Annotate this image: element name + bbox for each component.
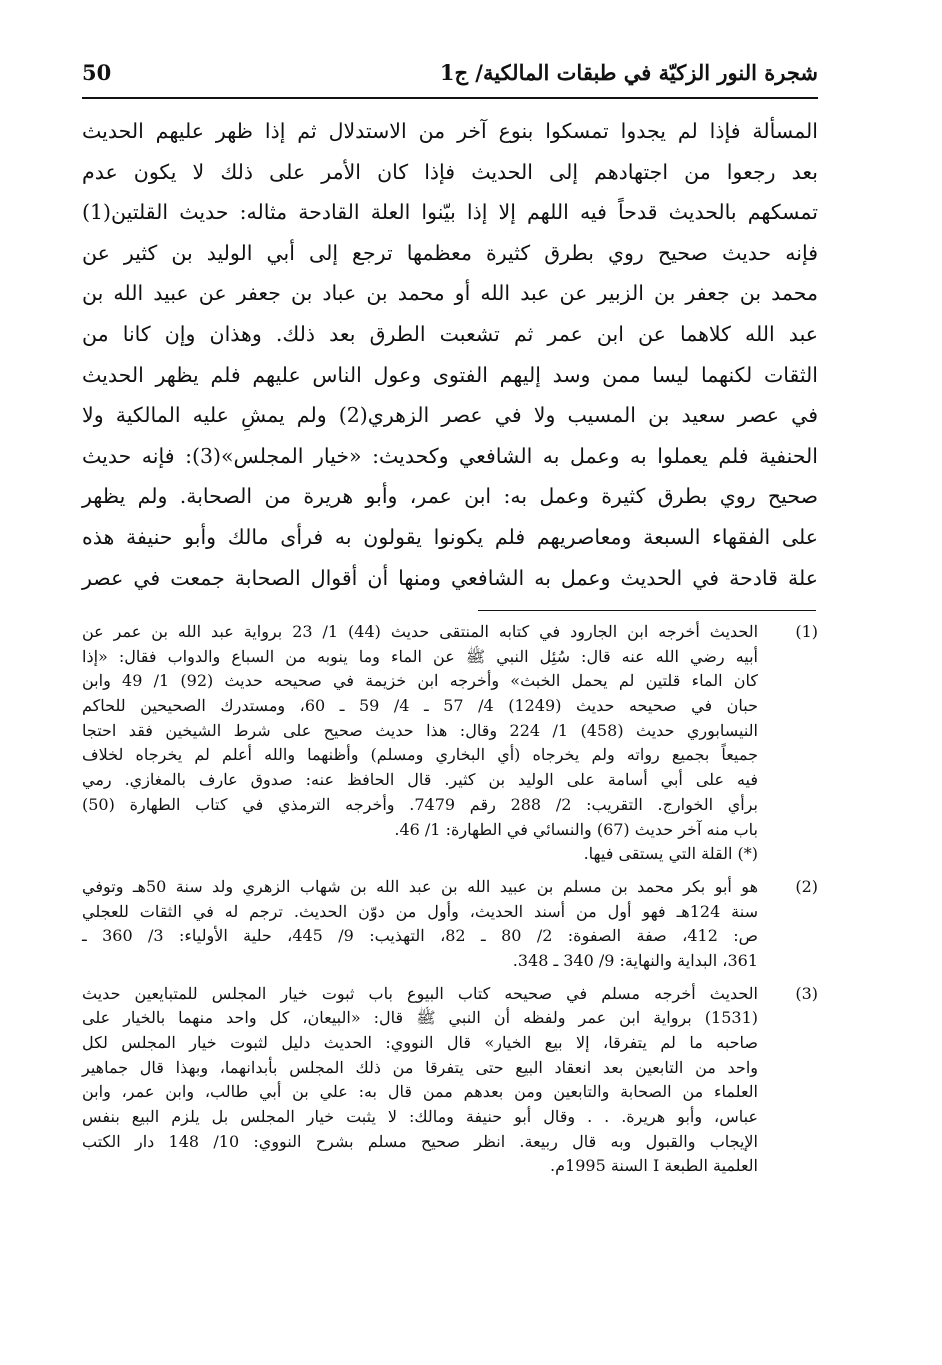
body-line: محمد بن جعفر بن الزبير عن عبد الله أو محمد بن عباد بن جعفر عن عبيد الله بن — [82, 281, 818, 306]
footnote-line: واحد من التابعين بعد انعقاد البيع حتى يتفرقا من ذلك المجلس بأبدانهما، وبهذا قال جماهير — [82, 1057, 758, 1077]
body-line: صحيح روي بطرق كثيرة وعمل به: ابن عمر، وأبو هريرة من الصحابة. ولم يظهر — [82, 484, 818, 509]
footnote-3 — [82, 982, 818, 1180]
footnote-line: صاحبه ما لم يتفرقا، إلا بيع الخيار» قال النووي: الحديث دليل لثبوت خيار المجلس لكل — [82, 1033, 758, 1052]
footnote-line: النيسابوري حديث (458) 1/ 224 وقال: هذا حديث صحيح على شرط الشيخين فقد احتجا — [82, 720, 758, 740]
footnote-line: فيه على أبي أسامة على الوليد بن كثير. قال الحافظ عنه: صدوق عارف بالمغازي. رمي — [82, 770, 758, 790]
footnote-text — [82, 982, 758, 1180]
footnote-line: (1531) برواية ابن عمر ولفظه أن النبي ﷺ قال: «البيعان، كل واحد منهما بالخيار على — [82, 1008, 758, 1028]
footnote-text — [82, 875, 758, 974]
footnote-line: هو أبو بكر محمد بن مسلم بن عبيد الله بن عبد الله بن شهاب الزهري ولد سنة 50هـ وتوفي — [82, 876, 759, 896]
footnote-number: (2) — [795, 876, 818, 896]
footnote-line: ص: 412، صفة الصفوة: 2/ 80 ـ 82، التهذيب: 9/ 445، حلية الأولياء: 3/ 360 ـ — [82, 926, 758, 946]
header-divider — [82, 97, 818, 99]
footnote-line: الحديث أخرجه ابن الجارود في كتابه المنتقى حديث (44) 1/ 23 برواية عبد الله بن عمر عن — [82, 622, 759, 641]
footnote-line: كان الماء قلتين لم يحمل الخبث» وأخرجه ابن خزيمة في صحيحه حديث (92) 1/ 49 وابن — [82, 671, 759, 691]
footnote-line: 361، البداية والنهاية: 9/ 340 ـ 348. — [512, 950, 758, 970]
body-line: في عصر سعيد بن المسيب ولا في عصر الزهري(2) ولم يمشِ عليه المالكية ولا — [82, 403, 818, 428]
body-line: الثقات لكنهما ليسا ممن وسد إليهم الفتوى وعول الناس عليهم فلم يظهر الحديث — [82, 362, 818, 387]
body-line: تمسكهم بالحديث قدحاً فيه اللهم إلا إذا بيّنوا العلة القادحة مثاله: حديث القلتين(1) — [82, 200, 818, 225]
footnote-1 — [82, 620, 818, 867]
footnote-line: باب منه آخر حديث (67) والنسائي في الطهارة: 1/ 46. — [394, 819, 758, 839]
body-line: بعد رجعوا من اجتهادهم إلى الحديث فإذا كان الأمر على ذلك لا يكون عدم — [82, 159, 818, 184]
footnote-line: جميعاً بجميع رواته ولم يخرجاه (أي البخاري ومسلم) وأظنهما والله أعلم لم يخرجاه لخلاف — [82, 745, 758, 765]
body-line: المسألة فإذا لم يجدوا تمسكوا بنوع آخر من الاستدلال ثم إذا ظهر عليهم الحديث — [82, 119, 818, 143]
footnote-line: أبيه رضي الله عنه قال: سُئِل النبي ﷺ عن الماء وما ينوبه من السباع والدواب فقال: «إذا — [82, 646, 758, 666]
main-body-text — [82, 111, 818, 598]
footnote-divider — [478, 610, 816, 611]
body-line: الحنفية فلم يعملوا به وعمل به الشافعي وكحديث: «خيار المجلس»(3): فإنه حديث — [82, 443, 818, 468]
footnote-line: العلماء من الصحابة والتابعين ومن بعدهم ممن قال به: علي بن أبي طالب، وابن عمر، وابن — [82, 1082, 758, 1102]
footnote-line: سنة 124هـ فهو أول من أسند الحديث، وأول من دوّن الحديث. ترجم له في الثقات للعجلي — [82, 901, 758, 921]
page-number: 50 — [82, 60, 112, 85]
footnote-asterisk-note: (*) القلة التي يستقى فيها. — [583, 844, 758, 864]
body-line: عبد الله كلاهما عن ابن عمر ثم تشعبت الطرق بعد ذلك. وهذان وإن كانا من — [82, 321, 818, 346]
footnote-2 — [82, 875, 818, 974]
footnote-line: العلمية الطبعة I السنة 1995م. — [550, 1156, 758, 1176]
footnote-number: (3) — [795, 983, 818, 1003]
footnotes-section — [82, 620, 818, 1187]
footnote-number: (1) — [795, 622, 818, 641]
body-line: على الفقهاء السبعة ومعاصريهم فلم يكونوا يقولون به فرأى مالك وأبو حنيفة هذه — [82, 524, 818, 549]
footnote-line: برأي الخوارج. التقريب: 2/ 288 رقم 7479. وأخرجه الترمذي في كتاب الطهارة (50) — [82, 794, 758, 814]
body-line: فإنه حديث صحيح روي بطرق كثيرة معظمها ترجع إلى أبي الوليد بن كثير عن — [82, 240, 818, 265]
body-line: علة قادحة في الحديث وعمل به الشافعي ومنها أن أقوال الصحابة جمعت في عصر — [82, 565, 818, 590]
footnote-line: الحديث أخرجه مسلم في صحيحه كتاب البيوع باب ثبوت خيار المجلس للمتبايعين حديث — [82, 983, 758, 1003]
footnote-line: حبان في صحيحه حديث (1249) 4/ 57 ـ 4/ 59 ـ 60، ومستدرك الصحيحين للحاكم — [82, 696, 759, 716]
footnote-line: عباس، وأبو هريرة. . . وقال أبو حنيفة ومالك: لا يثبت خيار المجلس بل يلزم البيع بنفس — [82, 1107, 758, 1127]
running-title: شجرة النور الزكيّة في طبقات المالكية/ ج1 — [439, 60, 818, 85]
footnote-text — [82, 620, 758, 867]
page-header — [82, 58, 818, 98]
footnote-line: الإيجاب والقبول وبه قال ربيعة. انظر صحيح مسلم بشرح النووي: 10/ 148 دار الكتب — [82, 1131, 758, 1151]
